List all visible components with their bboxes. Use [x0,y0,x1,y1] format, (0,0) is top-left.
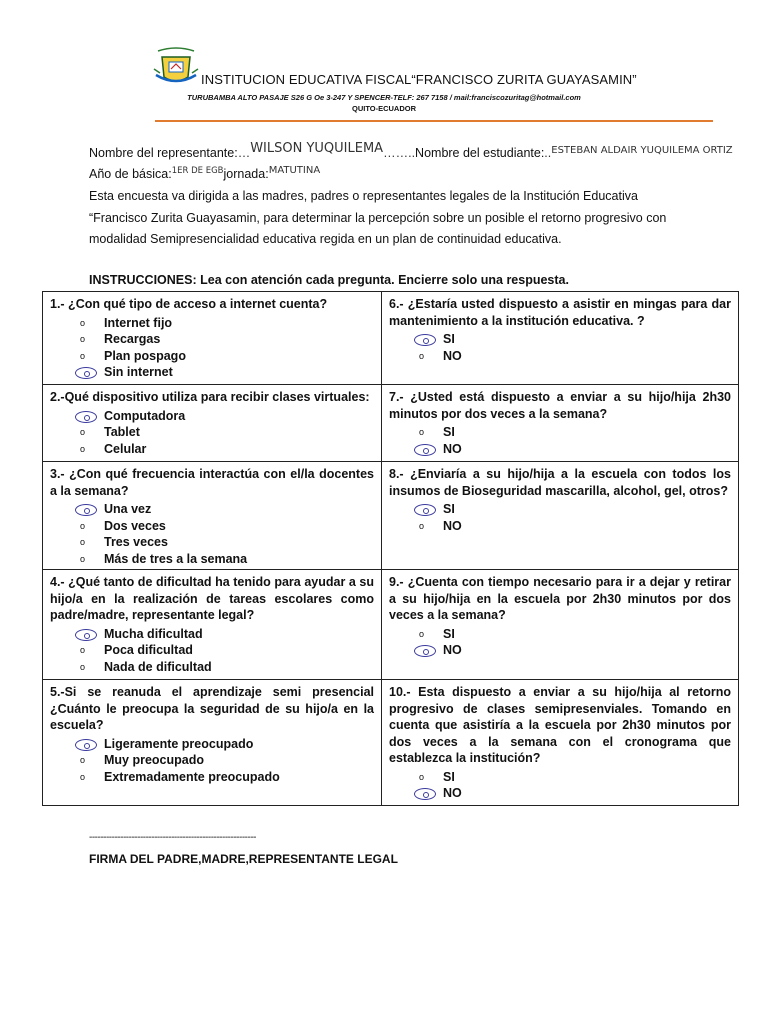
option-label: NO [443,518,462,533]
representative-value[interactable]: WILSON YUQUILEMA [250,141,384,156]
question-text: 9.- ¿Cuenta con tiempo necesario para ir a dejar y retirar a su hijo/hija en la escuela por 2h30 minutos por dos veces a la semana? [389,575,731,622]
option-list [50,736,374,786]
option-item[interactable] [77,348,374,365]
table-row [43,385,739,462]
question-cell [43,680,382,806]
option-label: Computadora [104,408,186,423]
school-crest-icon [152,47,200,89]
option-list [50,501,374,567]
option-item[interactable] [416,769,731,786]
option-label: Celular [104,441,147,456]
selected-circle-icon [75,367,97,379]
option-list [50,626,374,676]
option-list [389,501,731,534]
year-value[interactable]: 1ER DE EGB [171,166,224,176]
survey-table [42,291,739,806]
option-label: Dos veces [104,518,166,533]
option-item[interactable] [77,518,374,535]
option-list [389,331,731,364]
table-row [43,462,739,570]
option-item[interactable] [77,441,374,458]
student-value[interactable]: ESTEBAN ALDAIR YUQUILEMA ORTIZ [551,145,733,156]
option-list [50,408,374,458]
bullet-icon: o [80,443,86,454]
option-list [389,424,731,457]
selected-circle-icon [75,504,97,516]
year-label: Año de básica: [89,167,172,181]
option-list [50,315,374,381]
option-list [389,769,731,802]
selected-circle-icon [75,411,97,423]
school-name: INSTITUCION EDUCATIVA FISCAL“FRANCISCO ZURITA GUAYASAMIN” [201,72,637,87]
student-label: Nombre del estudiante: [415,146,545,160]
bullet-icon: o [419,771,425,782]
option-label: Una vez [104,502,152,516]
instructions: INSTRUCCIONES: Lea con atención cada pregunta. Encierre solo una respuesta. [89,273,569,287]
question-text: 8.- ¿Enviaría a su hijo/hija a la escuela con todos los insumos de Bioseguridad mascarilla, alcohol, gel, otros? [389,467,731,498]
option-item[interactable] [77,736,374,753]
selected-circle-icon [414,444,436,456]
table-row [43,570,739,680]
option-item[interactable] [416,642,731,659]
selected-circle-icon [414,788,436,800]
bullet-icon: o [80,661,86,672]
option-item[interactable] [77,315,374,332]
option-item[interactable] [77,752,374,769]
question-cell [43,570,382,680]
shift-label: jornada: [223,167,269,181]
shift-value[interactable]: MATUTINA [268,165,321,176]
school-address: TURUBAMBA ALTO PASAJE S26 G Oe 3-247 Y SPENCER-TELF: 267 7158 / mail:franciscozuritag@hotmail.com [187,93,581,102]
option-item[interactable] [77,408,374,425]
school-city: QUITO-ECUADOR [351,104,417,113]
option-label: Tablet [104,425,140,439]
option-item[interactable] [416,626,731,643]
option-item[interactable] [416,501,731,518]
question-text: 10.- Esta dispuesto a enviar a su hijo/hija al retorno progresivo de clases semipresenviales. Tomando en cuenta que asistiría a la escuela por 2h30 minutos por dos veces a la semana con el cronograma que establezca la institución? [389,685,731,765]
bullet-icon: o [80,317,86,328]
question-text: 7.- ¿Usted está dispuesto a enviar a su hijo/hija 2h30 minutos por dos veces a la semana? [389,390,731,421]
selected-circle-icon [75,739,97,751]
option-label: Nada de dificultad [104,659,212,674]
question-cell [382,462,739,570]
header-divider [155,120,713,122]
bullet-icon: o [80,350,86,361]
option-label: Ligeramente preocupado [104,736,254,751]
option-item[interactable] [416,348,731,365]
table-row [43,292,739,385]
question-cell [382,680,739,806]
option-label: Tres veces [104,535,168,549]
option-label: NO [443,786,462,800]
option-item[interactable] [416,785,731,802]
question-cell [43,462,382,570]
bullet-icon: o [419,520,425,531]
option-label: Más de tres a la semana [104,551,248,566]
option-label: Plan pospago [104,348,186,363]
option-label: SI [443,769,455,784]
option-label: Mucha dificultad [104,626,203,641]
selected-circle-icon [414,645,436,657]
question-text: 2.-Qué dispositivo utiliza para recibir clases virtuales: [50,390,370,404]
selected-circle-icon [414,334,436,346]
question-cell [382,385,739,462]
option-label: SI [443,425,455,439]
names-line: Nombre del representante:…WILSON YUQUILEMA……..Nombre del estudiante:..$^{ESTEBAN ALDAIR YUQUILEMA ORTIZ}$ [89,141,733,160]
option-item[interactable] [416,441,731,458]
grade-line [89,167,320,181]
option-item[interactable] [77,364,374,381]
bullet-icon: o [80,520,86,531]
option-label: Extremadamente preocupado [104,769,280,784]
option-item[interactable] [77,534,374,551]
option-label: Poca dificultad [104,643,193,657]
bullet-icon: o [80,537,86,547]
option-label: SI [443,332,455,346]
option-item[interactable] [77,659,374,676]
bullet-icon: o [80,553,86,564]
question-cell [382,570,739,680]
option-label: Muy preocupado [104,753,205,767]
bullet-icon: o [419,628,425,639]
bullet-icon: o [419,350,425,361]
option-label: NO [443,441,462,456]
question-cell [382,292,739,385]
signature-label: FIRMA DEL PADRE,MADRE,REPRESENTANTE LEGAL [89,852,398,866]
option-label: SI [443,502,455,516]
table-row [43,680,739,806]
option-item[interactable] [77,626,374,643]
intro-paragraph: Esta encuesta va dirigida a las madres, padres o representantes legales de la Institución Educativa “Francisco Zurita Guayasamin, para determinar la percepción sobre un posible el retorno progresivo con modalidad Semipresencialidad educativa regida en un plan de continuidad educativa. [89,189,667,246]
bullet-icon: o [419,427,425,437]
option-list [389,626,731,659]
question-text: 1.- ¿Con qué tipo de acceso a internet cuenta? [50,297,328,311]
bullet-icon: o [80,645,86,655]
option-item[interactable] [77,769,374,786]
option-label: NO [443,348,462,363]
option-label: NO [443,643,462,657]
bullet-icon: o [80,755,86,765]
option-item[interactable] [416,518,731,535]
option-label: SI [443,626,455,641]
representative-label: Nombre del representante: [89,146,238,160]
bullet-icon: o [80,334,86,344]
option-item[interactable] [77,642,374,659]
selected-circle-icon [75,629,97,641]
option-label: Recargas [104,332,161,346]
question-text: 4.- ¿Qué tanto de dificultad ha tenido para ayudar a su hijo/a en la realización de tareas escolares como padre/madre, representante legal? [50,575,374,622]
question-cell [43,292,382,385]
question-text: 3.- ¿Con qué frecuencia interactúa con el/la docentes a la semana? [50,467,374,498]
selected-circle-icon [414,504,436,516]
question-cell [43,385,382,462]
option-item[interactable] [77,331,374,348]
option-item[interactable] [77,551,374,568]
option-label: Internet fijo [104,315,173,330]
option-item[interactable] [416,331,731,348]
question-text: 6.- ¿Estaría usted dispuesto a asistir en mingas para dar mantenimiento a la institución educativa. ? [389,297,731,328]
option-item[interactable] [416,424,731,441]
option-label: Sin internet [104,365,173,379]
bullet-icon: o [80,771,86,782]
signature-line: ----------------------------------------------------------- [89,832,256,843]
question-text: 5.-Si se reanuda el aprendizaje semi presencial ¿Cuánto le preocupa la seguridad de su hijo/a en la escuela? [50,685,374,732]
option-item[interactable] [77,501,374,518]
bullet-icon: o [80,427,86,437]
option-item[interactable] [77,424,374,441]
